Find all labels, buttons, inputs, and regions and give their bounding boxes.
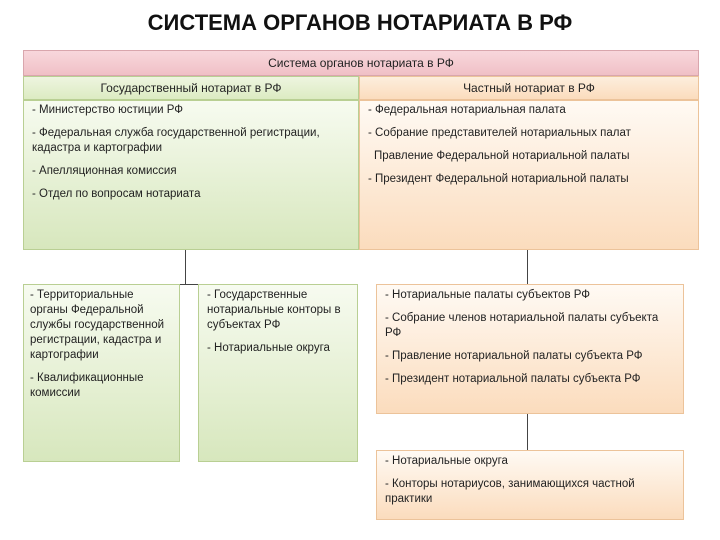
connector-line [527,250,528,284]
priv-item: - Федеральная нотариальная палата [368,104,566,116]
offices-item: - Государственные нотариальные конторы в субъектах РФ [207,289,341,331]
gov-item: - Федеральная служба государственной регистрации, кадастра и картографии [32,127,320,154]
chambers-item: - Нотариальные палаты субъектов РФ [385,289,591,301]
government-notary-box [23,100,359,250]
priv-item: - Президент Федеральной нотариальной палаты [368,173,629,185]
gov-item: - Апелляционная комиссия [32,165,177,177]
gov-item: - Отдел по вопросам нотариата [32,188,201,200]
priv-item: - Собрание представителей нотариальных палат [368,127,631,139]
territorial-item: - Территориальные органы Федеральной службы государственной регистрации, кадастра и картографии [30,289,165,361]
connector-line [180,284,198,285]
diagram-header: Система органов нотариата в РФ [23,50,699,76]
chambers-item: - Собрание членов нотариальной палаты субъекта РФ [385,312,659,339]
districts-item: - Нотариальные округа [385,455,508,467]
state-offices-box [198,284,358,462]
connector-line [527,414,528,450]
chambers-item: - Президент нотариальной палаты субъекта РФ [385,373,641,385]
connector-line [185,250,186,284]
districts-item: - Конторы нотариусов, занимающихся частной практики [385,478,635,505]
priv-item: Правление Федеральной нотариальной палаты [374,150,630,162]
slide-title: СИСТЕМА ОРГАНОВ НОТАРИАТА В РФ [147,10,573,35]
territorial-bodies-box [23,284,180,462]
chambers-item: - Правление нотариальной палаты субъекта РФ [385,350,643,362]
private-notary-heading: Частный нотариат в РФ [359,76,699,100]
gov-item: - Министерство юстиции РФ [32,104,184,116]
notary-districts-box [376,450,684,520]
regional-chambers-box [376,284,684,414]
private-notary-box [359,100,699,250]
government-notary-heading: Государственный нотариат в РФ [23,76,359,100]
territorial-item: - Квалификационные комиссии [30,372,144,399]
offices-item: - Нотариальные округа [207,342,330,354]
